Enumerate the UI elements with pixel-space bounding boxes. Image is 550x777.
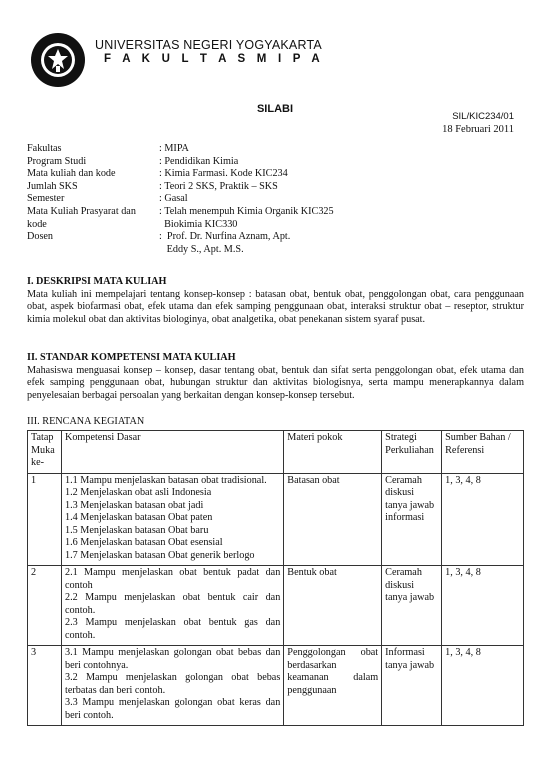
info-label: Semester <box>27 193 65 205</box>
reference-cell: 1, 3, 4, 8 <box>442 646 524 726</box>
competency-item: 3.1 Mampu menjelaskan golongan obat bebas dan beri contohnya. <box>64 647 281 671</box>
info-value: : MIPA <box>159 143 189 154</box>
section-description <box>27 276 524 326</box>
section-competency <box>27 352 524 402</box>
info-label: Mata Kuliah Prasyarat dan <box>27 205 136 217</box>
section-body: Mahasiswa menguasai konsep – konsep, dasar tentang obat, bentuk dan sifat serta penggolongan obat, efek utama dan efek samping penggunaan obat, hubungan struktur dan aktivitas biologisnya, serta mampu menerapkannya dalam penyelesaian berbagai persoalan yang berkaitan dengan konsep-konsep tersebut. <box>27 364 524 401</box>
competency-item: 1.7 Menjelaskan batasan Obat generik berlogo <box>64 549 255 561</box>
strategy-item: diskusi <box>385 579 415 591</box>
competency-item: 1.1 Mampu menjelaskan batasan obat tradisional. <box>64 474 267 486</box>
info-row <box>27 206 427 219</box>
competency-item: 1.6 Menjelaskan batasan Obat esensial <box>64 537 223 548</box>
document-code: SIL/KIC234/01 <box>452 111 514 122</box>
competency-item: 1.2 Menjelaskan obat asli Indonesia <box>64 487 212 498</box>
strategy-item: tanya jawab <box>385 499 435 511</box>
info-label: kode <box>27 218 47 230</box>
info-label <box>27 244 159 257</box>
competency-item: 3.3 Mampu menjelaskan golongan obat keras dan beri contoh. <box>64 697 281 721</box>
competency-cell <box>61 646 283 726</box>
course-info <box>27 143 427 256</box>
info-value: : Telah menempuh Kimia Organik KIC325 <box>159 205 334 217</box>
strategy-cell <box>382 473 442 566</box>
competency-cell <box>61 566 283 646</box>
info-label: Jumlah SKS <box>27 180 78 192</box>
info-value: : Gasal <box>159 193 188 205</box>
strategy-item: Ceramah <box>385 474 422 486</box>
strategy-item: tanya jawab <box>385 592 435 603</box>
info-row <box>27 231 427 244</box>
university-name: UNIVERSITAS NEGERI YOGYAKARTA <box>95 38 322 52</box>
info-value: : Teori 2 SKS, Praktik – SKS <box>159 180 278 192</box>
info-row <box>27 244 427 257</box>
column-header: Materi pokok <box>284 431 382 474</box>
column-header: Sumber Bahan / Referensi <box>442 431 524 474</box>
info-label: Dosen <box>27 231 54 243</box>
strategy-cell <box>382 566 442 646</box>
strategy-item: tanya jawab <box>385 659 435 671</box>
meeting-number: 3 <box>28 646 62 726</box>
strategy-item: diskusi <box>385 487 415 498</box>
strategy-cell <box>382 646 442 726</box>
competency-item: 1.3 Menjelaskan batasan obat jadi <box>64 499 204 511</box>
faculty-name: F A K U L T A S M I P A <box>104 53 324 65</box>
section-heading: II. STANDAR KOMPETENSI MATA KULIAH <box>27 352 236 363</box>
table-row <box>28 473 524 566</box>
column-header: Kompetensi Dasar <box>61 431 283 474</box>
info-value: Eddy S., Apt. M.S. <box>159 243 244 255</box>
topic-cell: Bentuk obat <box>284 566 382 646</box>
meeting-number: 2 <box>28 566 62 646</box>
university-logo <box>30 32 86 88</box>
strategy-item: Informasi <box>385 647 425 658</box>
competency-item: 2.3 Mampu menjelaskan obat bentuk gas dan contoh. <box>64 617 281 641</box>
info-label: Fakultas <box>27 143 62 154</box>
info-row <box>27 168 427 181</box>
strategy-item: Ceramah <box>385 567 422 578</box>
document-title: SILABI <box>256 103 294 115</box>
section-body: Mata kuliah ini mempelajari tentang konsep-konsep : batasan obat, bentuk obat, penggolongan obat, cara penggunaan obat, aspek biofarmasi obat, efek utama dan efek samping penggunaan obat, interaksi struktur obat – reseptor, struktur kimia molekul obat dan aktivitas biologinya, obat analgetika, obat penekanan sistem syaraf pusat. <box>27 288 524 325</box>
competency-item: 1.4 Menjelaskan batasan Obat paten <box>64 512 213 523</box>
reference-cell: 1, 3, 4, 8 <box>442 473 524 566</box>
section-heading: I. DESKRIPSI MATA KULIAH <box>27 276 167 287</box>
competency-item: 2.2 Mampu menjelaskan obat bentuk cair dan contoh. <box>64 592 281 616</box>
info-value: Biokimia KIC330 <box>159 218 238 230</box>
info-label: Mata kuliah dan kode <box>27 168 116 180</box>
info-label: Program Studi <box>27 155 87 167</box>
column-header: Strategi Perkuliahan <box>382 431 442 474</box>
competency-item: 3.2 Mampu menjelaskan golongan obat bebas terbatas dan beri contoh. <box>64 672 281 696</box>
topic-cell: Batasan obat <box>284 473 382 566</box>
document-date: 18 Februari 2011 <box>442 124 514 135</box>
section-heading: III. RENCANA KEGIATAN <box>27 416 145 427</box>
reference-cell: 1, 3, 4, 8 <box>442 566 524 646</box>
info-value: : Prof. Dr. Nurfina Aznam, Apt. <box>159 231 291 243</box>
competency-item: 1.5 Menjelaskan batasan Obat baru <box>64 524 209 536</box>
info-row <box>27 219 427 232</box>
info-row <box>27 193 427 206</box>
topic-cell: Penggolongan obat berdasarkan keamanan dalam penggunaan <box>284 646 382 726</box>
competency-cell <box>61 473 283 566</box>
table-row <box>28 646 524 726</box>
strategy-item: informasi <box>385 512 425 523</box>
activity-plan-table <box>27 430 524 726</box>
meeting-number: 1 <box>28 473 62 566</box>
info-value: : Kimia Farmasi. Kode KIC234 <box>159 168 288 180</box>
column-header: Tatap Muka ke- <box>28 431 62 474</box>
info-row <box>27 181 427 194</box>
info-row <box>27 156 427 169</box>
table-header-row <box>28 431 524 474</box>
info-value: : Pendidikan Kimia <box>159 155 239 167</box>
competency-item: 2.1 Mampu menjelaskan obat bentuk padat dan contoh <box>64 567 281 591</box>
info-row <box>27 143 427 156</box>
table-row <box>28 566 524 646</box>
